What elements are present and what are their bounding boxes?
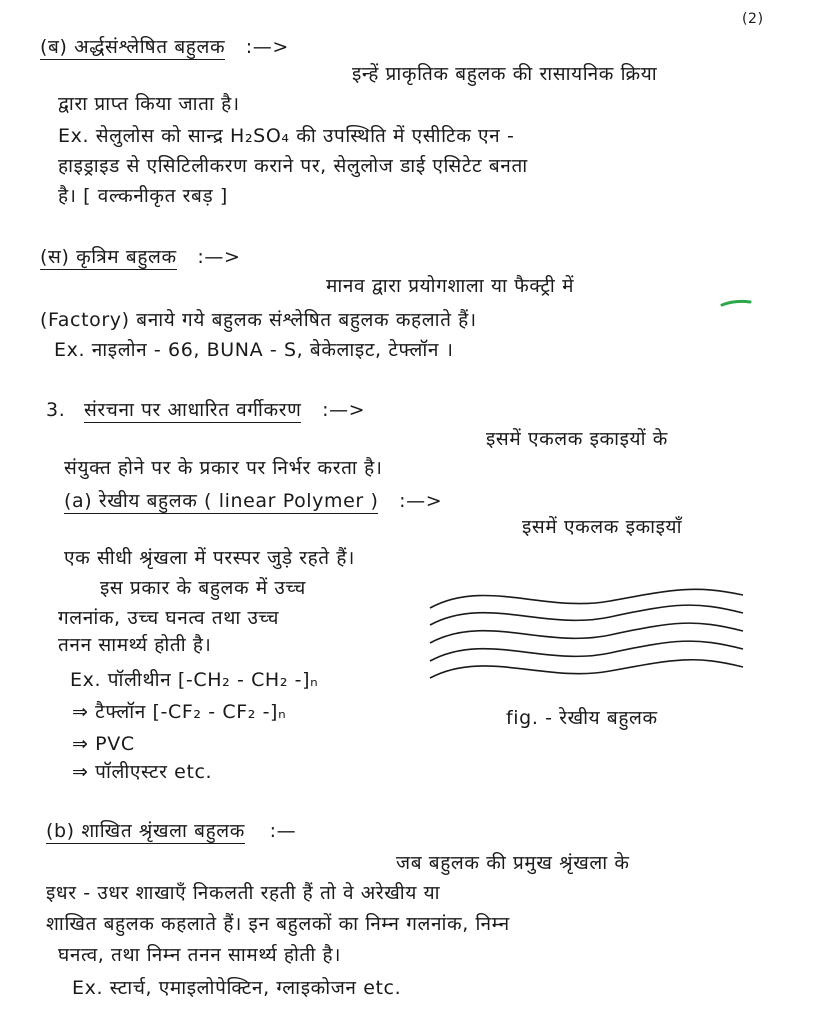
polymer-chain-4 (430, 641, 743, 661)
section-bb-line-4: घनत्व, तथा निम्न तनन सामर्थ्य होती है। (58, 944, 342, 966)
section-s-arrow: :—> (197, 246, 241, 268)
section-bb-title: (b) शाखित श्रृंखला बहुलक (46, 820, 245, 842)
section-bb-arrow: :— (269, 820, 297, 842)
green-tick-mark (720, 296, 754, 310)
figure-caption: fig. - रेखीय बहुलक (506, 707, 658, 729)
example-teflon: ⇒ टैफ्लॉन [-CF₂ - CF₂ -]ₙ (72, 701, 287, 723)
section-a-title: (a) रेखीय बहुलक ( linear Polymer ) (64, 490, 379, 512)
linear-polymer-figure (425, 583, 750, 683)
section-bb-heading (46, 818, 296, 844)
section-3-title: संरचना पर आधारित वर्गीकरण (83, 399, 302, 421)
section-a-line-4: गलनांक, उच्च घनत्व तथा उच्च (58, 607, 279, 629)
section-a-heading (64, 488, 442, 514)
section-a-line-2: एक सीधी श्रृंखला में परस्पर जुड़े रहते हैं। (64, 547, 355, 569)
section-b-line-2: द्वारा प्राप्त किया जाता है। (58, 93, 240, 115)
section-3-number: 3. (46, 399, 66, 421)
section-b-arrow: :—> (245, 36, 289, 58)
section-3-line-2: संयुक्त होने पर के प्रकार पर निर्भर करता है। (64, 457, 383, 479)
example-polythene: Ex. पॉलीथीन [-CH₂ - CH₂ -]ₙ (70, 669, 319, 691)
section-b-title: (ब) अर्द्धसंश्लेषित बहुलक (40, 36, 226, 58)
section-3-heading (46, 397, 365, 423)
section-a-line-5: तनन सामर्थ्य होती है। (58, 634, 212, 656)
page-number: (2) (742, 11, 764, 27)
section-s-heading (40, 244, 241, 270)
example-polyester: ⇒ पॉलीएस्टर etc. (72, 761, 213, 783)
section-b-line-5: है। [ वल्कनीकृत रबड़ ] (58, 185, 228, 207)
section-b-heading (40, 34, 289, 60)
section-3-line-1: इसमें एकलक इकाइयों के (486, 428, 668, 450)
section-a-arrow: :—> (399, 490, 443, 512)
polymer-chain-3 (430, 623, 743, 643)
example-pvc: ⇒ PVC (72, 733, 135, 755)
section-3-arrow: :—> (322, 399, 366, 421)
section-s-line-1: मानव द्वारा प्रयोगशाला या फैक्ट्री में (326, 275, 575, 297)
section-s-title: (स) कृत्रिम बहुलक (40, 246, 177, 268)
section-a-line-3: इस प्रकार के बहुलक में उच्च (100, 577, 306, 599)
section-bb-line-1: जब बहुलक की प्रमुख श्रृंखला के (396, 852, 630, 874)
section-b-line-1: इन्हें प्राकृतिक बहुलक की रासायनिक क्रिया (352, 63, 658, 85)
section-bb-line-3: शाखित बहुलक कहलाते हैं। इन बहुलकों का निम्न गलनांक, निम्न (46, 913, 510, 935)
polymer-chain-5 (430, 660, 743, 678)
section-b-line-4: हाइड्राइड से एसिटिलीकरण कराने पर, सेलुलोज डाई एसिटेट बनता (58, 155, 528, 177)
section-a-line-1: इसमें एकलक इकाइयाँ (522, 516, 683, 538)
polymer-chain-2 (430, 605, 743, 625)
section-bb-line-2: इधर - उधर शाखाएँ निकलती रहती हैं तो वे अरेखीय या (46, 882, 441, 904)
section-s-line-2: (Factory) बनाये गये बहुलक संश्लेषित बहुलक कहलाते हैं। (40, 309, 477, 331)
section-b-line-3: Ex. सेलुलोस को सान्द्र H₂SO₄ की उपस्थिति में एसीटिक एन - (58, 125, 515, 147)
section-bb-line-5: Ex. स्टार्च, एमाइलोपेक्टिन, ग्लाइकोजन etc. (72, 977, 402, 999)
section-s-line-3: Ex. नाइलोन - 66, BUNA - S, बेकेलाइट, टेफ्लॉन । (54, 339, 454, 361)
